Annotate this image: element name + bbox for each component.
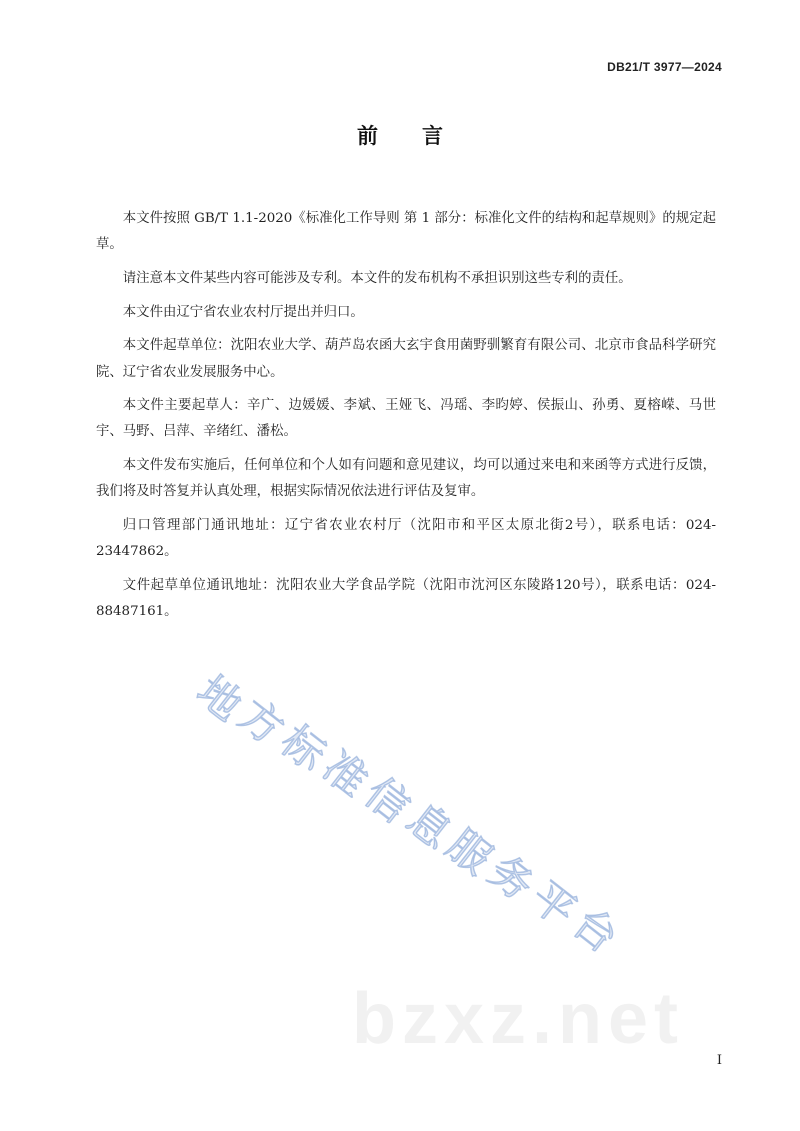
watermark-platform-text: [187, 665, 700, 963]
watermark-char: 务: [479, 845, 544, 911]
site-watermark-logo: bzxz.net: [352, 979, 685, 1059]
paragraph-proposer: 本文件由辽宁省农业农村厅提出并归口。: [122, 304, 364, 320]
watermark-char: 地: [187, 665, 252, 731]
paragraph-feedback: 本文件发布实施后，任何单位和个人如有问题和意见建议，均可以通过来电和来函等方式进行反馈，我们将及时答复并认真处理，根据实际情况依法进行评估及复审。: [96, 458, 716, 500]
paragraph-authority-address: 归口管理部门通讯地址：辽宁省农业农村厅（沈阳市和平区太原北街2号），联系电话：024-23447862。: [96, 518, 716, 560]
watermark-char: 信: [355, 767, 420, 833]
paragraph-patent-notice: 请注意本文件某些内容可能涉及专利。本文件的发布机构不承担识别这些专利的责任。: [122, 270, 632, 286]
paragraph-drafting-units: 本文件起草单位：沈阳农业大学、葫芦岛农函大玄宇食用菌野驯繁育有限公司、北京市食品科学研究院、辽宁省农业发展服务中心。: [96, 338, 716, 380]
document-body: [96, 206, 716, 633]
paragraph-drafters: 本文件主要起草人：辛广、边媛媛、李斌、王娅飞、冯瑶、李昀婷、侯振山、孙勇、夏榕嵘、马世宇、马野、吕萍、辛绪红、潘松。: [96, 398, 716, 440]
paragraph-drafting-unit-address: 文件起草单位通讯地址：沈阳农业大学食品学院（沈阳市沈河区东陵路120号），联系电话：024-88487161。: [96, 577, 716, 620]
watermark-char: 准: [313, 741, 378, 807]
paragraph-drafting-rules: 本文件按照 GB/T 1.1-2020《标准化工作导则 第 1 部分：标准化文件的结构和起草规则》的规定起草。: [96, 211, 716, 253]
document-code: DB21/T 3977—2024: [607, 60, 722, 74]
page-number: I: [716, 1053, 722, 1068]
watermark-char: 服: [437, 819, 502, 885]
watermark-char: 方: [229, 689, 294, 755]
watermark-char: 标: [271, 715, 336, 781]
watermark-char: 平: [521, 871, 586, 937]
watermark-char: 息: [397, 793, 462, 859]
watermark-char: 台: [563, 897, 628, 963]
page-title: 前言: [357, 123, 487, 148]
